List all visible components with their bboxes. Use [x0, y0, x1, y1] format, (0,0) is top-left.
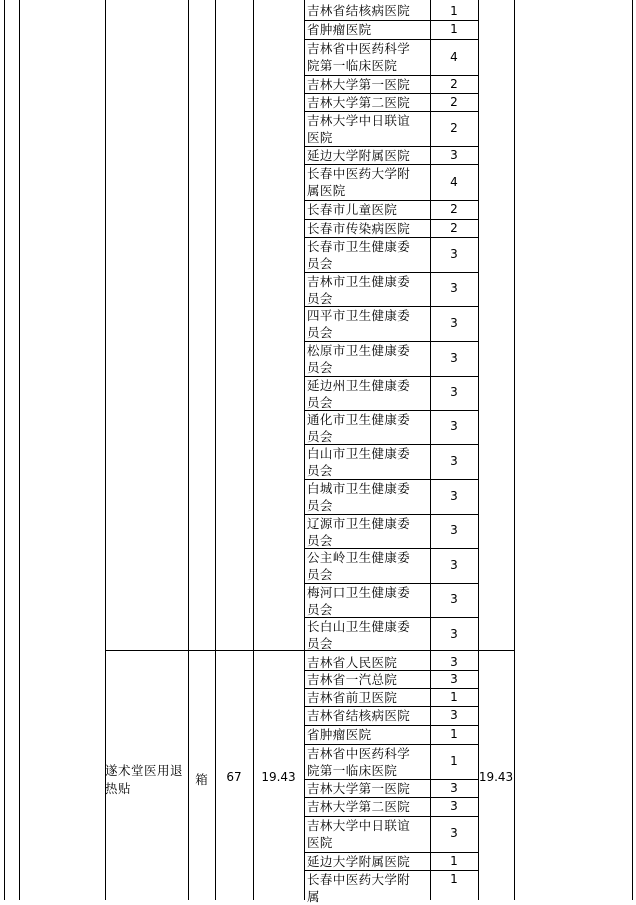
unit-price: 19.43	[261, 770, 296, 784]
allocation-count: 3	[450, 592, 458, 606]
allocation-count: 3	[450, 351, 458, 365]
unit: 箱	[195, 772, 208, 787]
price-summary: 19.43	[478, 770, 514, 784]
hospital-name: 省肿瘤医院	[307, 22, 372, 37]
hospital-name: 吉林省前卫医院	[307, 690, 398, 705]
hospital-name: 吉林大学第一医院	[307, 781, 411, 796]
allocation-count: 3	[450, 385, 458, 399]
hospital-name: 吉林省中医药科学院第一临床医院	[307, 41, 411, 73]
allocation-count: 3	[450, 281, 458, 295]
allocation-count: 1	[450, 4, 458, 18]
allocation-count: 3	[450, 454, 458, 468]
hospital-name: 延边大学附属医院	[307, 854, 411, 869]
hospital-name: 长白山卫生健康委员会	[307, 619, 411, 651]
allocation-count: 2	[450, 77, 458, 91]
allocation-count: 3	[450, 247, 458, 261]
product-name: 遂术堂医用退热贴	[105, 763, 184, 796]
hospital-name: 辽源市卫生健康委员会	[307, 516, 411, 548]
allocation-count: 3	[450, 419, 458, 433]
hospital-name: 公主岭卫生健康委员会	[307, 550, 411, 582]
allocation-count: 3	[450, 781, 458, 795]
allocation-count: 4	[450, 175, 458, 189]
hospital-name: 吉林大学第二医院	[307, 95, 411, 110]
hospital-name: 吉林大学中日联谊医院	[307, 113, 411, 145]
hospital-name: 延边州卫生健康委员会	[307, 378, 411, 410]
quantity: 67	[226, 770, 242, 784]
hospital-name: 白山市卫生健康委员会	[307, 446, 411, 478]
hospital-name: 梅河口卫生健康委员会	[307, 585, 411, 617]
allocation-count: 1	[450, 690, 458, 704]
hospital-name: 吉林省结核病医院	[307, 3, 411, 18]
allocation-count: 3	[450, 799, 458, 813]
allocation-count: 3	[450, 708, 458, 722]
hospital-name: 省肿瘤医院	[307, 727, 372, 742]
allocation-count: 3	[450, 523, 458, 537]
allocation-count: 1	[450, 872, 458, 886]
hospital-name: 四平市卫生健康委员会	[307, 308, 411, 340]
allocation-count: 3	[450, 489, 458, 503]
allocation-count: 3	[450, 148, 458, 162]
allocation-count: 3	[450, 316, 458, 330]
hospital-name: 吉林省中医药科学院第一临床医院	[307, 746, 411, 778]
product-block	[0, 650, 636, 904]
allocation-count: 2	[450, 202, 458, 216]
hospital-name: 通化市卫生健康委员会	[307, 412, 411, 444]
hospital-name: 长春中医药大学附属医院	[307, 166, 411, 198]
allocation-count: 1	[450, 854, 458, 868]
allocation-count: 3	[450, 627, 458, 641]
hospital-name: 吉林大学第一医院	[307, 77, 411, 92]
hospital-name: 长春市卫生健康委员会	[307, 239, 411, 271]
hospital-name: 吉林大学中日联谊医院	[307, 818, 411, 850]
allocation-count: 3	[450, 655, 458, 669]
allocation-count: 3	[450, 826, 458, 840]
allocation-count: 1	[450, 727, 458, 741]
allocation-count: 3	[450, 672, 458, 686]
hospital-name: 延边大学附属医院	[307, 148, 411, 163]
allocation-count: 2	[450, 121, 458, 135]
allocation-count: 1	[450, 754, 458, 768]
hospital-name: 吉林市卫生健康委员会	[307, 274, 411, 306]
hospital-name: 长春市儿童医院	[307, 202, 398, 217]
allocation-count: 4	[450, 50, 458, 64]
allocation-count: 1	[450, 22, 458, 36]
hospital-name: 吉林省人民医院	[307, 655, 398, 670]
hospital-name: 吉林省一汽总院	[307, 672, 398, 687]
hospital-name: 长春市传染病医院	[307, 221, 411, 236]
hospital-name: 松原市卫生健康委员会	[307, 343, 411, 375]
allocation-count: 2	[450, 95, 458, 109]
allocation-count: 2	[450, 221, 458, 235]
hospital-name: 吉林大学第二医院	[307, 799, 411, 814]
hospital-name: 吉林省结核病医院	[307, 708, 411, 723]
hospital-name: 长春中医药大学附属	[307, 872, 411, 904]
hospital-name: 白城市卫生健康委员会	[307, 481, 411, 513]
allocation-count: 3	[450, 558, 458, 572]
